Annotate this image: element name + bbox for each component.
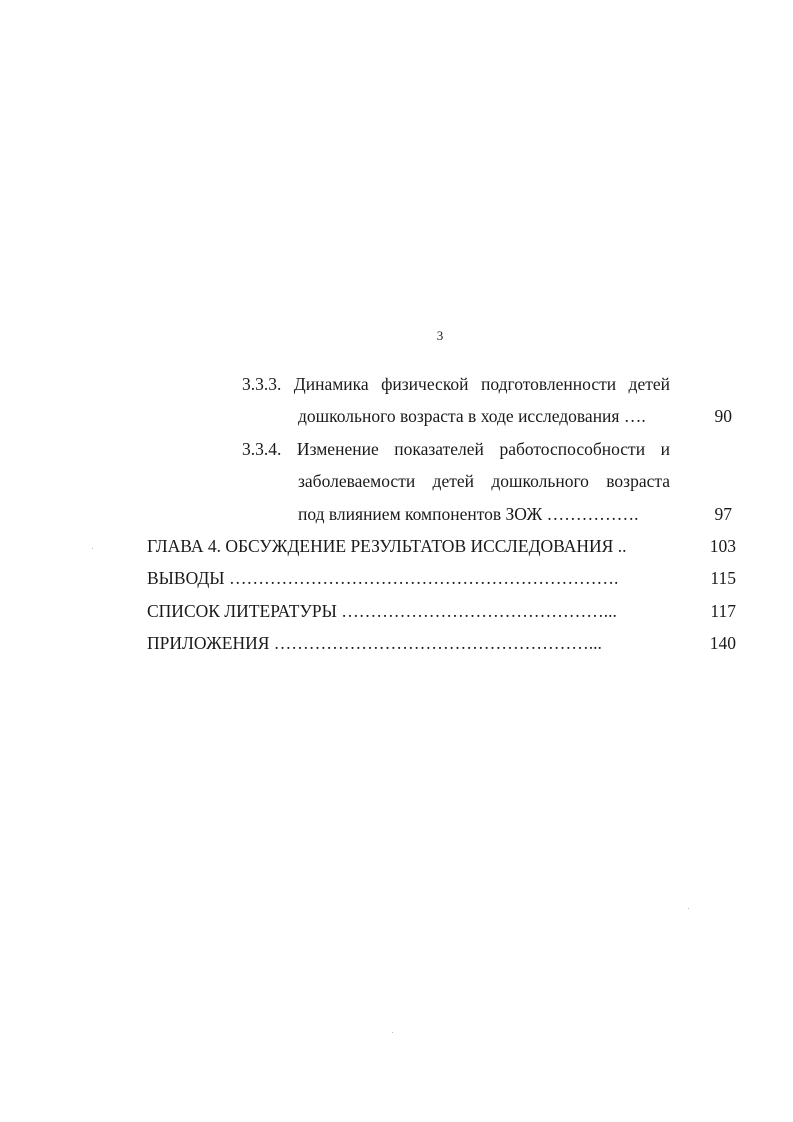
toc-entry-conclusions: ВЫВОДЫ …………………………………………………………. bbox=[147, 568, 619, 588]
toc-entry-3-3-4-line-3: под влиянием компонентов ЗОЖ ……………. bbox=[298, 504, 639, 524]
toc-entry-3-3-3-line-2: дошкольного возраста в ходе исследования …. bbox=[298, 406, 646, 426]
toc-entry-appendices: ПРИЛОЖЕНИЯ ………………………………………………... bbox=[147, 633, 602, 653]
toc-entry-3-3-4-page: 97 bbox=[714, 504, 732, 524]
page-number: 3 bbox=[436, 328, 444, 343]
toc-entry-3-3-3-page: 90 bbox=[714, 406, 732, 426]
toc-entry-references: СПИСОК ЛИТЕРАТУРЫ ………………………………………... bbox=[147, 601, 617, 621]
toc-entry-conclusions-page: 115 bbox=[710, 568, 736, 588]
toc-entry-references-page: 117 bbox=[710, 601, 736, 621]
scan-speck bbox=[688, 908, 689, 909]
toc-entry-3-3-4-line-1: 3.3.4. Изменение показателей работоспособности и bbox=[242, 439, 670, 459]
toc-entry-chapter-4-page: 103 bbox=[709, 536, 736, 556]
toc-entry-appendices-page: 140 bbox=[709, 633, 736, 653]
toc-entry-3-3-4-line-2: заболеваемости детей дошкольного возраста bbox=[298, 471, 670, 491]
scan-speck bbox=[92, 548, 93, 549]
scan-speck bbox=[392, 1032, 393, 1033]
toc-entry-3-3-3-line-1: 3.3.3. Динамика физической подготовленности детей bbox=[242, 374, 670, 394]
toc-entry-chapter-4: ГЛАВА 4. ОБСУЖДЕНИЕ РЕЗУЛЬТАТОВ ИССЛЕДОВАНИЯ .. bbox=[147, 536, 627, 556]
